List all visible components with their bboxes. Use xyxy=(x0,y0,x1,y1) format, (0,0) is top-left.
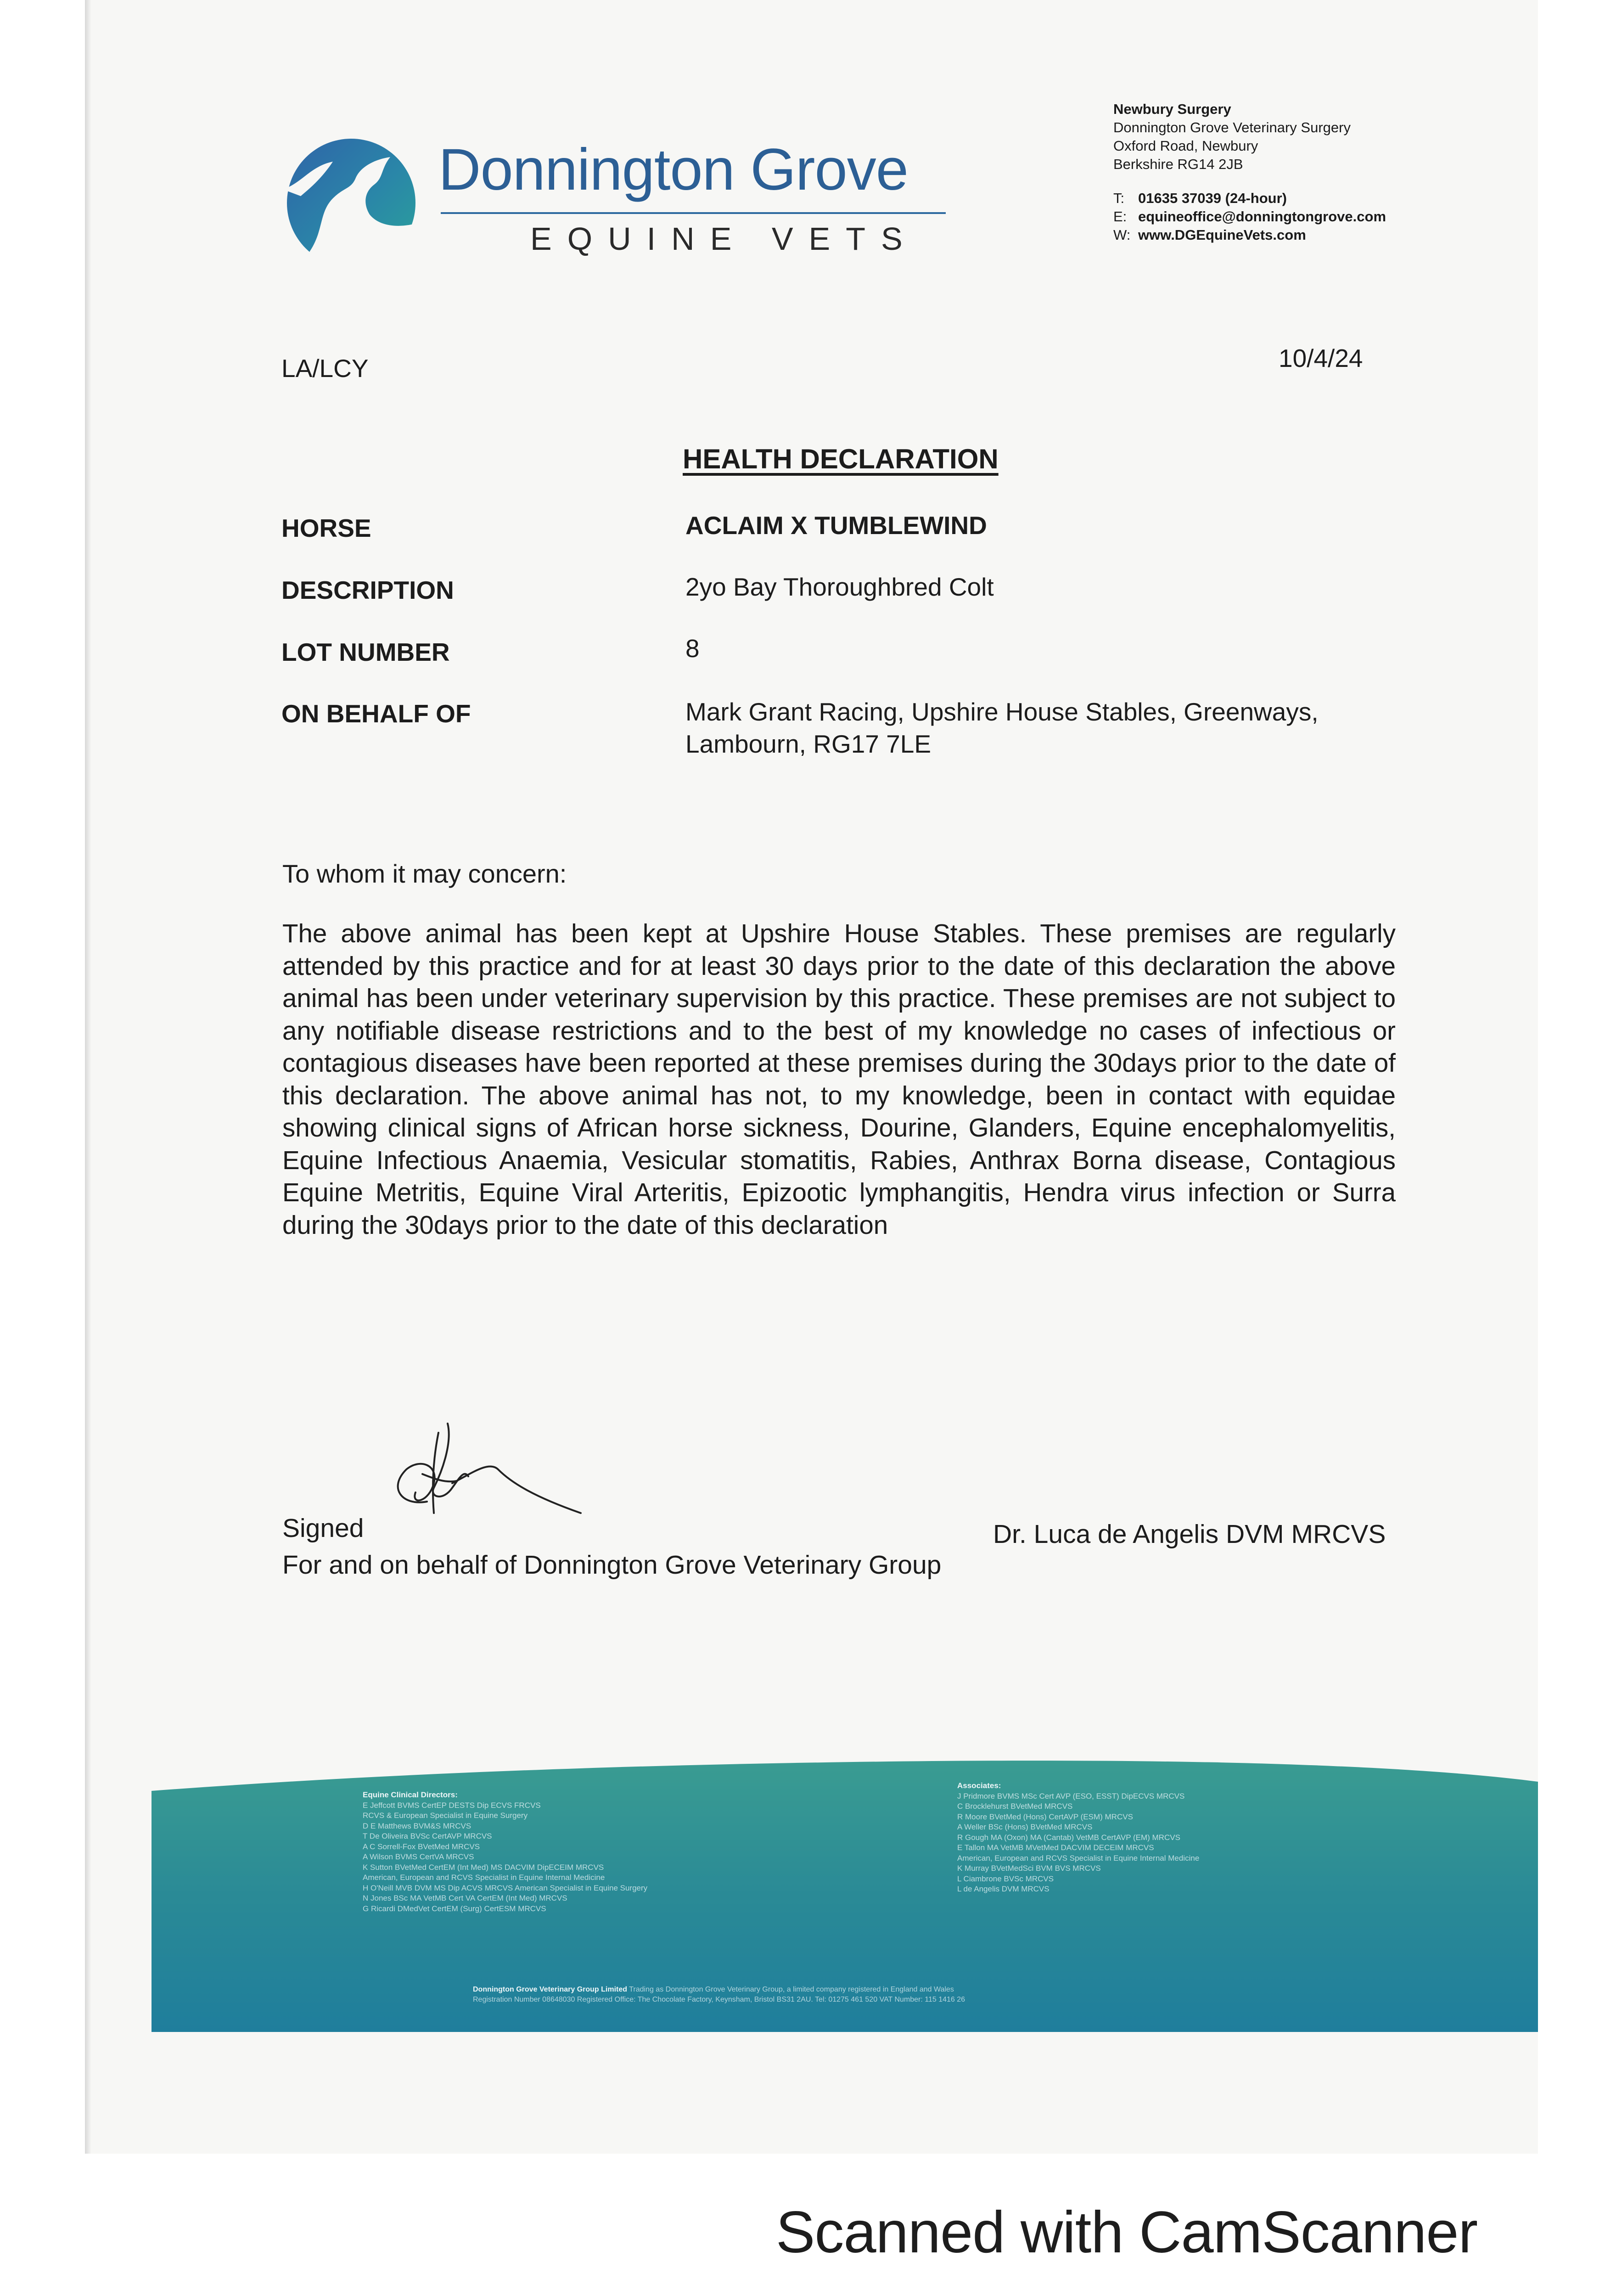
associate-line: L de Angelis DVM MRCVS xyxy=(957,1885,1050,1893)
signatory-name: Dr. Luca de Angelis DVM MRCVS xyxy=(993,1519,1386,1549)
director-line: D E Matthews BVM&S MRCVS xyxy=(363,1821,471,1830)
address-line-3: Berkshire RG14 2JB xyxy=(1113,156,1243,172)
director-line: T De Oliveira BVSc CertAVP MRCVS xyxy=(363,1832,492,1840)
surgery-name: Newbury Surgery xyxy=(1113,101,1231,117)
on-behalf-line: For and on behalf of Donnington Grove Veterinary Group xyxy=(282,1550,942,1580)
field-label-description: DESCRIPTION xyxy=(281,576,454,604)
associates-heading: Associates: xyxy=(957,1781,1001,1790)
document-date: 10/4/24 xyxy=(1279,344,1363,372)
practice-address xyxy=(1113,100,1386,244)
address-line-2: Oxford Road, Newbury xyxy=(1113,138,1258,154)
field-value-on-behalf-of: Mark Grant Racing, Upshire House Stables, Greenways, Lambourn, RG17 7LE xyxy=(685,698,1319,758)
phone-number: 01635 37039 (24-hour) xyxy=(1138,190,1287,206)
signed-label: Signed xyxy=(282,1514,364,1543)
associate-line: K Murray BVetMedSci BVM BVS MRCVS xyxy=(957,1864,1101,1873)
website-label: W: xyxy=(1113,227,1131,243)
director-line: N Jones BSc MA VetMB Cert VA CertEM (Int Med) MRCVS xyxy=(363,1894,567,1902)
declaration-body: The above animal has been kept at Upshire House Stables. These premises are regularly attended by this practice and for at least 30 days prior to the date of this declaration the above animal has been under veterinary supervision by this practice. These premises are not subject to any notifiable disease restrictions and to the best of my knowledge no cases of infectious or contagious diseases have been reported at these premises during the 30days prior to the date of this declaration. The above animal has not, to my knowledge, been in contact with equidae showing clinical signs of African horse sickness, Dourine, Glanders, Equine encephalomyelitis, Equine Infectious Anaemia, Vesicular stomatitis, Rabies, Anthrax Borna disease, Contagious Equine Metritis, Equine Viral Arteritis, Epizootic lymphangitis, Hendra virus infection or Surra during the 30days prior to the date of this declaration xyxy=(282,919,1396,1239)
phone-row xyxy=(1113,189,1386,208)
footer-associates xyxy=(957,1781,1199,1895)
footer-directors xyxy=(363,1790,647,1914)
salutation: To whom it may concern: xyxy=(282,859,567,888)
director-line: RCVS & European Specialist in Equine Surgery xyxy=(363,1811,528,1820)
associate-line: L Ciambrone BVSc MRCVS xyxy=(957,1874,1054,1883)
website-url: www.DGEquineVets.com xyxy=(1138,227,1306,243)
company-name: Donnington Grove Veterinary Group Limited xyxy=(473,1986,628,1993)
reference-code: LA/LCY xyxy=(281,354,369,383)
page-edge-shadow xyxy=(85,0,91,2154)
logo-subtitle: EQUINE VETS xyxy=(530,221,918,257)
directors-heading: Equine Clinical Directors: xyxy=(363,1790,458,1799)
field-value-description: 2yo Bay Thoroughbred Colt xyxy=(685,573,994,601)
company-trading: Trading as Donnington Grove Veterinary Group, a limited company registered in England and Wales xyxy=(629,1986,954,1993)
associate-line: A Weller BSc (Hons) BVetMed MRCVS xyxy=(957,1823,1093,1831)
camscanner-watermark: Scanned with CamScanner xyxy=(776,2200,1478,2265)
handwritten-signature xyxy=(383,1414,585,1534)
director-line: A C Sorrell-Fox BVetMed MRCVS xyxy=(363,1842,480,1851)
logo-title: Donnington Grove xyxy=(438,137,908,203)
field-value-lot-number: 8 xyxy=(685,634,700,663)
director-line: K Sutton BVetMed CertEM (Int Med) MS DACVIM DipECEIM MRCVS xyxy=(363,1863,604,1872)
email-label: E: xyxy=(1113,208,1127,225)
phone-label: T: xyxy=(1113,190,1125,206)
field-label-horse: HORSE xyxy=(281,514,371,542)
field-label-on-behalf-of: ON BEHALF OF xyxy=(281,699,471,728)
footer-company-info xyxy=(473,1985,965,2005)
field-label-lot-number: LOT NUMBER xyxy=(281,638,450,666)
associate-line: R Moore BVetMed (Hons) CertAVP (ESM) MRCVS xyxy=(957,1812,1133,1821)
website-row xyxy=(1113,226,1386,244)
logo-divider xyxy=(441,212,946,214)
address-line-1: Donnington Grove Veterinary Surgery xyxy=(1113,119,1351,135)
director-line: E Jeffcott BVMS CertEP DESTS Dip ECVS FRCVS xyxy=(363,1801,541,1810)
director-line: H O'Neill MVB DVM MS Dip ACVS MRCVS American Specialist in Equine Surgery xyxy=(363,1883,648,1892)
field-value-horse: ACLAIM X TUMBLEWIND xyxy=(685,511,987,540)
associate-line: C Brocklehurst BVetMed MRCVS xyxy=(957,1802,1073,1811)
associate-line: R Gough MA (Oxon) MA (Cantab) VetMB CertAVP (EM) MRCVS xyxy=(957,1833,1180,1842)
director-line: G Ricardi DMedVet CertEM (Surg) CertESM MRCVS xyxy=(363,1904,546,1913)
horse-head-logo-icon xyxy=(282,134,420,272)
registration-line: Registration Number 08648030 Registered Office: The Chocolate Factory, Keynsham, Bristol BS31 2AU. Tel: 01275 461 520 VAT Number: 115 1416 26 xyxy=(473,1996,965,2003)
email-address: equineoffice@donningtongrove.com xyxy=(1138,208,1386,225)
company-line xyxy=(473,1985,965,1995)
director-line: American, European and RCVS Specialist in Equine Internal Medicine xyxy=(363,1873,605,1882)
email-row xyxy=(1113,208,1386,226)
associate-line: J Pridmore BVMS MSc Cert AVP (ESO, ESST) DipECVS MRCVS xyxy=(957,1791,1185,1801)
document-title: HEALTH DECLARATION xyxy=(683,444,999,474)
director-line: A Wilson BVMS CertVA MRCVS xyxy=(363,1852,474,1861)
associate-line: E Tallon MA VetMB MVetMed DACVIM DECEIM MRCVS xyxy=(957,1843,1154,1852)
associate-line: American, European and RCVS Specialist in Equine Internal Medicine xyxy=(957,1853,1200,1863)
